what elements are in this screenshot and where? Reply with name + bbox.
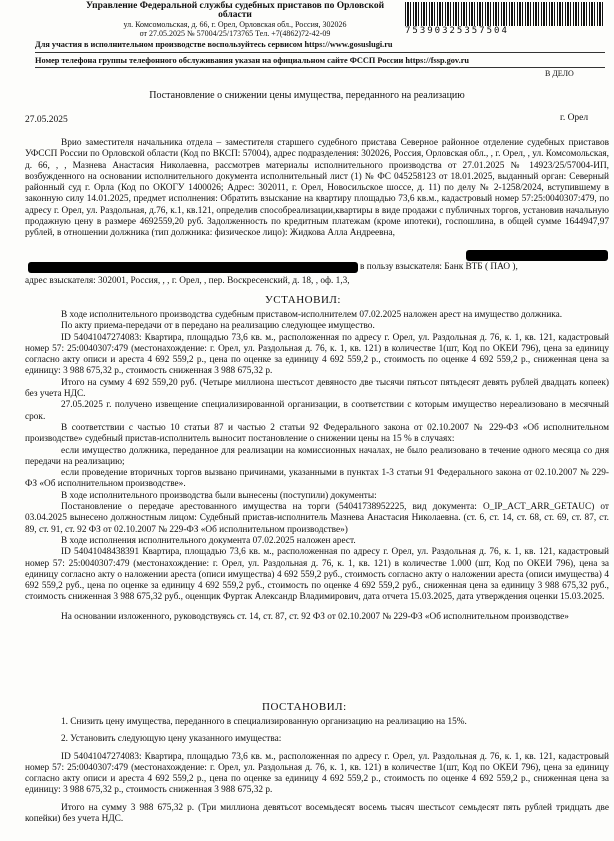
resolved-heading: ПОСТАНОВИЛ: [262,701,347,713]
established-heading: УСТАНОВИЛ: [265,294,341,306]
barcode-number: 75390325357504 [405,26,509,36]
intro-paragraph: Врио заместителя начальника отдела – заместителя старшего судебного пристава Северное районное отделение судебных приставов УФССП России по Орловской области (Код по ВКСП: 57004), адрес подразделения: 302026, Россия, Орловская обл., , г. Орел, , ул. Комсомольская, д. 66, , , Мазнева Анастасия Николаевна, рассмотрев материалы исполнительного производства от 27.01.2025 № 14923/25/57004-ИП, возбужденного на основании исполнительного документа исполнительный лист (1) № ФС 045258123 от 18.01.2025, выданный орган: Северный районный суд г. Орла (Код по ОКОГУ 1400026; Адрес: 302011, г. Орел, Новосильское шоссе, д. 11) по делу № 2-1258/2024, вступившему в законную силу 14.01.2025, предмет исполнения: Обратить взыскание на квартиру площадью 73,6 кв.м., кадастровый номер 57:25:0040307:479, по адресу г. Орел, ул. Раздольная, д.76, к.1, кв.121, определив способреализации,квартиры в виде продажи с публичных торгов, установив начальную продажную цену в размере 4692559,20 руб. Задолженность по кредитным платежам (кроме ипотеки), госпошлина, в общей сумме 1644947,97 рублей, в отношении должника (тип должника: физическое лицо): Жидкова Алла Андреевна, [25,138,609,239]
body-text: В ходе исполнительного производства судебным приставом-исполнителем 07.02.2025 наложен арест на имущество должника. По акту приема-передачи от в передано на реализацию следующее имущество. ID 54041047274083: Квартира, площадью 73,6 кв. м., расположенная по адресу г. Орел, ул. Раздольная д. 76, к. 1, кв. 121, кадастровый номер 57: 25:0040307:479 (местонахождение: г. Орел, ул. Раздольная д. 76, к. 1, кв. 121) в количестве 1(шт, Код по ОКЕИ 796), цена за единицу согласно акту описи и ареста 4 692 559,2 р., цена по оценке за единицу 4 692 559,2 р., стоимость по оценке 4 692 559,2 р., сниженная цена за единицу: 3 988 675,32 р., стоимость сниженная 3 988 675,32 р. Итого на сумму 4 692 559,20 руб. (Четыре миллиона шестьсот девяносто две тысячи пятьсот пятьдесят девять рублей двадцать копеек) без учета НДС. 27.05.2025 г. получено извещение специализированной организации, в соответствии с которым имущество нереализовано в месячный срок. В соответствии с частью 10 статьи 87 и частью 2 статьи 92 Федерального закона от 02.10.2007 № 229-ФЗ «Об исполнительном производстве» судебный пристав-исполнитель выносит постановление о снижении цены на 15 % в случаях: если имущество должника, переданное для реализации на комиссионных началах, не было реализовано в течение одного месяца со дня передачи на реализацию; если проведение вторичных торгов вызвано причинами, указанными в пунктах 1-3 статьи 91 Федерального закона от 02.10.2007 № 229-ФЗ «Об исполнительном производстве». В ходе исполнительного производства были вынесены (поступили) документы: Постановление о передаче арестованного имущества на торги (54041738952225, вид документа: O_IP_ACT_ARR_GETAUC) от 03.04.2025 вынесено должностным лицом: Судебный пристав-исполнитель Мазнева Анастасия Николаевна. (ст. 6, ст. 14, ст. 68, ст. 69, ст. 87, ст. 89, ст. 91, ст. 92 ФЗ от 02.10.2007 № 229-ФЗ «Об исполнительном производстве») В ходе исполнения исполнительного документа 07.02.2025 наложен арест. ID 54041048438391 Квартира, площадью 73,6 кв. м., расположенная по адресу г. Орел, ул. Раздольная д. 76, к. 1, кв. 121, кадастровый номер 57: 25:0040307:479 (местонахождение: г. Орел, ул. Раздольная д. 76, к. 1, кв. 121) в количестве 1.000 (шт, Код по ОКЕИ 796), цена за единицу согласно акту о наложении ареста (описи имущества) 4 692 559,2 руб., стоимость согласно акту о наложении ареста (описи имущества) 4 692 559,2 руб., цена по оценке за единицу 4 692 559,2 руб., стоимость по оценке 4 692 559,2 руб., сниженная цена за единицу 3 988 675,32 руб., стоимость сниженная 3 988 675,32 руб., оценщик Фуртак Александр Владимирович, дата отчета 15.03.2025, дата утверждения оценки 15.03.2025. На основании изложенного, руководствуясь ст. 14, ст. 87, ст. 92 ФЗ от 02.10.2007 № 229-ФЗ «Об исполнительном производстве» [25,310,609,622]
stamp: В ДЕЛО [545,69,574,78]
doc-city: г. Орел [560,113,589,123]
letterhead [70,2,400,38]
phone-note: Номер телефона группы телефонного обслуживания указан на официальном сайте ФССП России https://fssp.gov.ru [35,56,469,65]
doc-date: 27.05.2025 [25,115,68,125]
barcode-image [405,2,605,26]
redaction [466,250,608,261]
claimant-address: адрес взыскателя: 302001, Россия, , , г. Орел, , пер. Воскресенский, д. 18, , оф. 1,3, [25,276,350,286]
dateline: от 27.05.2025 № 57004/25/173765 Тел. +7(4862)72-42-09 [139,29,331,38]
intro-tail: в пользу взыскателя: Банк ВТБ ( ПАО ), [360,262,518,272]
gosuslugi-note: Для участия в исполнительном производстве воспользуйтесь сервисом https://www.gosuslugi.ru [35,40,393,49]
redaction [28,262,358,273]
org-name: Управление Федеральной службы судебных приставов по Орловской области [85,1,385,20]
doc-title: Постановление о снижении цены имущества, переданного на реализацию [149,90,465,101]
org-address: ул. Комсомольская, д. 66, г. Орел, Орловская обл., Россия, 302026 [123,20,347,29]
resolution-text: 1. Снизить цену имущества, переданного в специализированную организацию на реализацию на 15%. 2. Установить следующую цену указанного имущества: ID 54041047274083: Квартира, площадью 73,6 кв. м., расположенная по адресу г. Орел, ул. Раздольная д. 76, к. 1, кв. 121, кадастровый номер 57: 25:0040307:479 (местонахождение: г. Орел, ул. Раздольная д. 76, к. 1, кв. 121) в количестве 1(шт, Код по ОКЕИ 796), цена за единицу согласно акту описи и ареста 4 692 559,2 р., цена по оценке за единицу 4 692 559,2 р., стоимость по оценке 4 692 559,2 р., сниженная цена за единицу: 3 988 675,32 р., стоимость сниженная 3 988 675,32 р. Итого на сумму 3 988 675,32 р. (Три миллиона девятьсот восемьдесят восемь тысяч шестьсот семьдесят пять рублей тридцать две копейки) без учета НДС. [25,717,609,825]
header-rule-2 [35,67,605,68]
header-rule [35,52,605,53]
